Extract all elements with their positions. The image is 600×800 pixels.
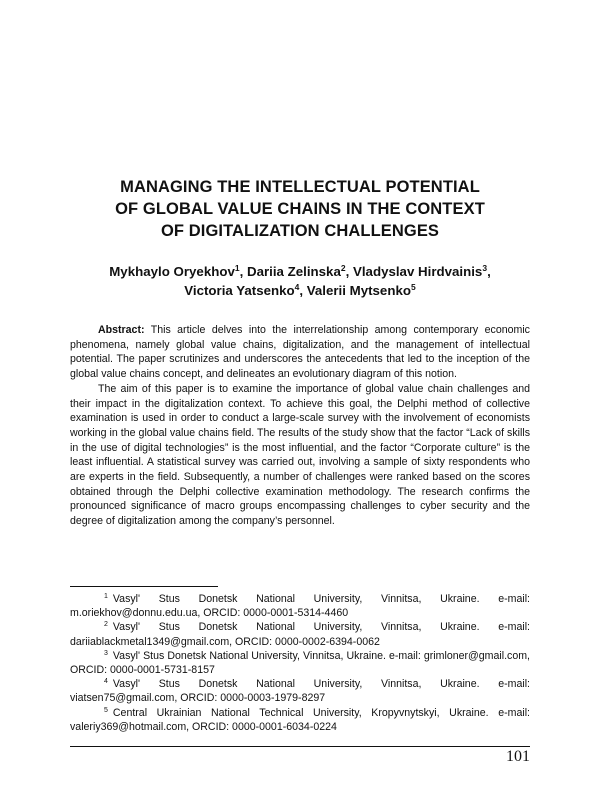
abstract-paragraph: The aim of this paper is to examine the importance of global value chain challenges and their impact in the digitalization context. To achieve this goal, the Delphi method of collective examination is used in order to conduct a large-scale survey with the involvement of economists working in the global value chains field. The results of the study show that the factor “Lack of skills in the use of digital technologies” is the most influential, and the factor “Corporate culture” is the least influential. A statistical survey was carried out, involving a sample of sixty respondents who are experts in the field. Subsequently, a number of challenges were ranked based on the scores obtained through the Delphi collective examination methodology. The research confirms the pronounced significance of macro groups encompassing challenges to cyber security and the degree of digitalization among the company’s personnel. [70, 382, 530, 528]
footnote-text: Vasyl' Stus Donetsk National University, Vinnitsa, Ukraine. e-mail: m.oriekhov@donnu.edu.ua, ORCID: 0000-0001-5314-4460 [70, 593, 530, 620]
author-name: Dariia Zelinska [246, 264, 341, 279]
author-name: Vladyslav Hirdvainis [352, 264, 483, 279]
abstract-label: Abstract: [98, 324, 145, 336]
footer-rule [70, 746, 530, 747]
footnote-text: Vasyl' Stus Donetsk National University, Vinnitsa, Ukraine. e-mail: dariiablackmetal1349@gmail.com, ORCID: 0000-0002-6394-0062 [70, 621, 530, 648]
footnote [70, 620, 530, 648]
footnote-separator [70, 586, 218, 587]
footnote-mark: 3 [104, 649, 108, 657]
article-title [70, 176, 530, 242]
abstract-text: This article delves into the interrelationship among contemporary economic phenomena, namely global value chains, digitalization, and the management of intellectual potential. The paper scrutinizes and underscores the antecedents that led to the inception of the global value chains concept, and delineates an evolutionary diagram of this notion. [70, 324, 530, 381]
author-name: Valerii Mytsenko [306, 283, 411, 298]
title-line: OF GLOBAL VALUE CHAINS IN THE CONTEXT [115, 200, 485, 218]
title-line: MANAGING THE INTELLECTUAL POTENTIAL [120, 178, 480, 196]
author-name: Victoria Yatsenko [184, 283, 295, 298]
abstract-paragraph [70, 323, 530, 382]
footnote [70, 706, 530, 734]
author-list [70, 262, 530, 300]
author-footnote-mark: 4 [294, 282, 300, 292]
author-line: Victoria Yatsenko$^4$, Valerii Mytsenko$^5$ [184, 282, 416, 298]
footnote-mark: 1 [104, 593, 108, 600]
footnote-text: Vasyl' Stus Donetsk National University, Vinnitsa, Ukraine. e-mail: viatsen75@gmail.com, ORCID: 0000-0003-1979-8297 [70, 678, 530, 705]
footnote-mark: 5 [104, 706, 108, 714]
author-footnote-mark: 2 [340, 263, 346, 273]
footnote [70, 592, 530, 620]
author-line: Mykhaylo Oryekhov$^1$, Dariia Zelinska$^2$, Vladyslav Hirdvainis$^3$, [109, 263, 491, 279]
author-name: Mykhaylo Oryekhov [109, 264, 235, 279]
author-footnote-mark: 5 [410, 282, 416, 292]
title-line: OF DIGITALIZATION CHALLENGES [160, 222, 440, 240]
abstract [70, 323, 530, 529]
footnote-text: Vasyl' Stus Donetsk National University, Vinnitsa, Ukraine. e-mail: grimloner@gmail.com, ORCID: 0000-0001-5731-8157 [70, 649, 530, 677]
footnote [70, 677, 530, 705]
footnote [70, 649, 530, 677]
footnote-text: Central Ukrainian National Technical University, Kropyvnytskyi, Ukraine. e-mail: valeriy369@hotmail.com, ORCID: 0000-0001-6034-0224 [70, 706, 530, 733]
footnotes [70, 592, 530, 734]
footnote-mark: 4 [104, 678, 108, 686]
footnote-mark: 2 [104, 621, 108, 629]
author-footnote-mark: 1 [234, 263, 240, 273]
page-number: 101 [506, 748, 530, 765]
author-footnote-mark: 3 [482, 263, 488, 273]
